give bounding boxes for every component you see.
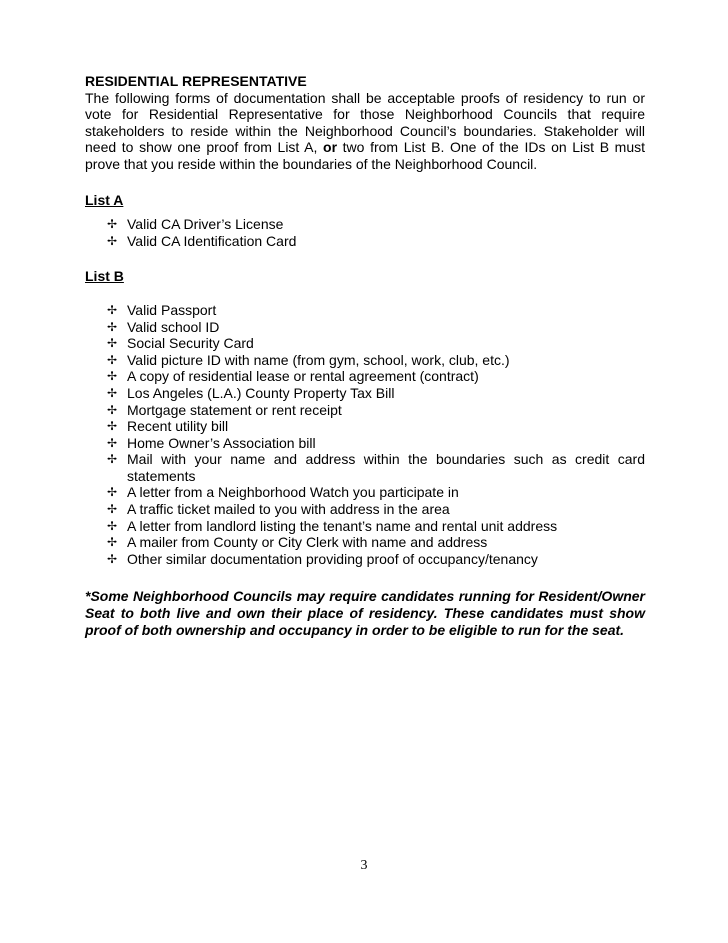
bullet-icon: ✢ xyxy=(106,336,118,351)
list-item-text: A letter from a Neighborhood Watch you participate in xyxy=(127,484,459,501)
list-item xyxy=(85,534,645,551)
list-item xyxy=(85,385,645,402)
list-item-text: Other similar documentation providing proof of occupancy/tenancy xyxy=(127,550,538,567)
list-item-text: A copy of residential lease or rental agreement (contract) xyxy=(127,368,479,385)
bullet-icon: ✢ xyxy=(106,485,118,500)
bullet-icon: ✢ xyxy=(106,419,118,434)
bullet-icon: ✢ xyxy=(106,551,118,566)
list-a-title: List A xyxy=(85,191,124,208)
list-item xyxy=(85,501,645,518)
document-page xyxy=(85,73,645,638)
list-item xyxy=(85,435,645,452)
bullet-icon: ✢ xyxy=(106,535,118,550)
bullet-icon: ✢ xyxy=(106,352,118,367)
list-item xyxy=(85,233,645,250)
list-item-text: Valid school ID xyxy=(127,318,220,335)
list-item-text: Los Angeles (L.A.) County Property Tax Bill xyxy=(127,384,395,401)
list-item-text: Valid CA Driver’s License xyxy=(127,216,284,233)
list-item xyxy=(85,451,645,484)
list-item xyxy=(85,335,645,352)
bullet-icon: ✢ xyxy=(106,518,118,533)
list-item-text: Valid picture ID with name (from gym, school, work, club, etc.) xyxy=(127,351,510,368)
intro-text-part1: The following forms of documentation shall be acceptable proofs of residency to run or vote for Residential Representative for those Neighborhood Councils that require stakeholders to reside within the Neighborhood Council’s boundaries. Stakeholder will need to show one proof from List A, xyxy=(85,89,645,156)
intro-text-bold: or xyxy=(323,139,338,156)
list-item-text: Mortgage statement or rent receipt xyxy=(127,401,342,418)
intro-text-part2: two from List B. One of the IDs on List B must prove that you reside within the boundaries of the Neighborhood Council. xyxy=(85,139,645,172)
bullet-icon: ✢ xyxy=(106,435,118,450)
section-heading: RESIDENTIAL REPRESENTATIVE xyxy=(85,73,307,89)
bullet-icon: ✢ xyxy=(106,402,118,417)
bullet-icon: ✢ xyxy=(106,502,118,517)
footnote-note: *Some Neighborhood Councils may require candidates running for Resident/Owner Seat to both live and own their place of residency. These candidates must show proof of both ownership and occupancy in order to be eligible to run for the seat. xyxy=(85,588,645,638)
list-item-text: A mailer from County or City Clerk with name and address xyxy=(127,534,488,551)
bullet-icon: ✢ xyxy=(106,369,118,384)
list-item-text: Valid Passport xyxy=(127,301,217,318)
list-item-text: Home Owner’s Association bill xyxy=(127,434,316,451)
list-b xyxy=(85,302,645,568)
list-item xyxy=(85,352,645,369)
list-item xyxy=(85,402,645,419)
list-item xyxy=(85,319,645,336)
bullet-icon: ✢ xyxy=(106,385,118,400)
list-item-text: A letter from landlord listing the tenant’s name and rental unit address xyxy=(127,517,558,534)
bullet-icon: ✢ xyxy=(106,217,118,232)
list-item xyxy=(85,518,645,535)
list-item xyxy=(85,368,645,385)
bullet-icon: ✢ xyxy=(106,452,118,467)
list-item xyxy=(85,302,645,319)
list-item-text: Mail with your name and address within the boundaries such as credit card statements xyxy=(127,451,645,484)
list-item xyxy=(85,216,645,233)
list-item-text: Social Security Card xyxy=(127,335,254,352)
list-item-text: Recent utility bill xyxy=(127,418,229,435)
list-item xyxy=(85,551,645,568)
list-item xyxy=(85,418,645,435)
list-item-text: A traffic ticket mailed to you with address in the area xyxy=(127,501,450,518)
bullet-icon: ✢ xyxy=(106,319,118,334)
list-a xyxy=(85,216,645,249)
bullet-icon: ✢ xyxy=(106,302,118,317)
page-number: 3 xyxy=(360,858,368,873)
list-item-text: Valid CA Identification Card xyxy=(127,232,297,249)
intro-paragraph xyxy=(85,90,645,173)
list-b-title: List B xyxy=(85,268,124,285)
list-item xyxy=(85,484,645,501)
bullet-icon: ✢ xyxy=(106,233,118,248)
